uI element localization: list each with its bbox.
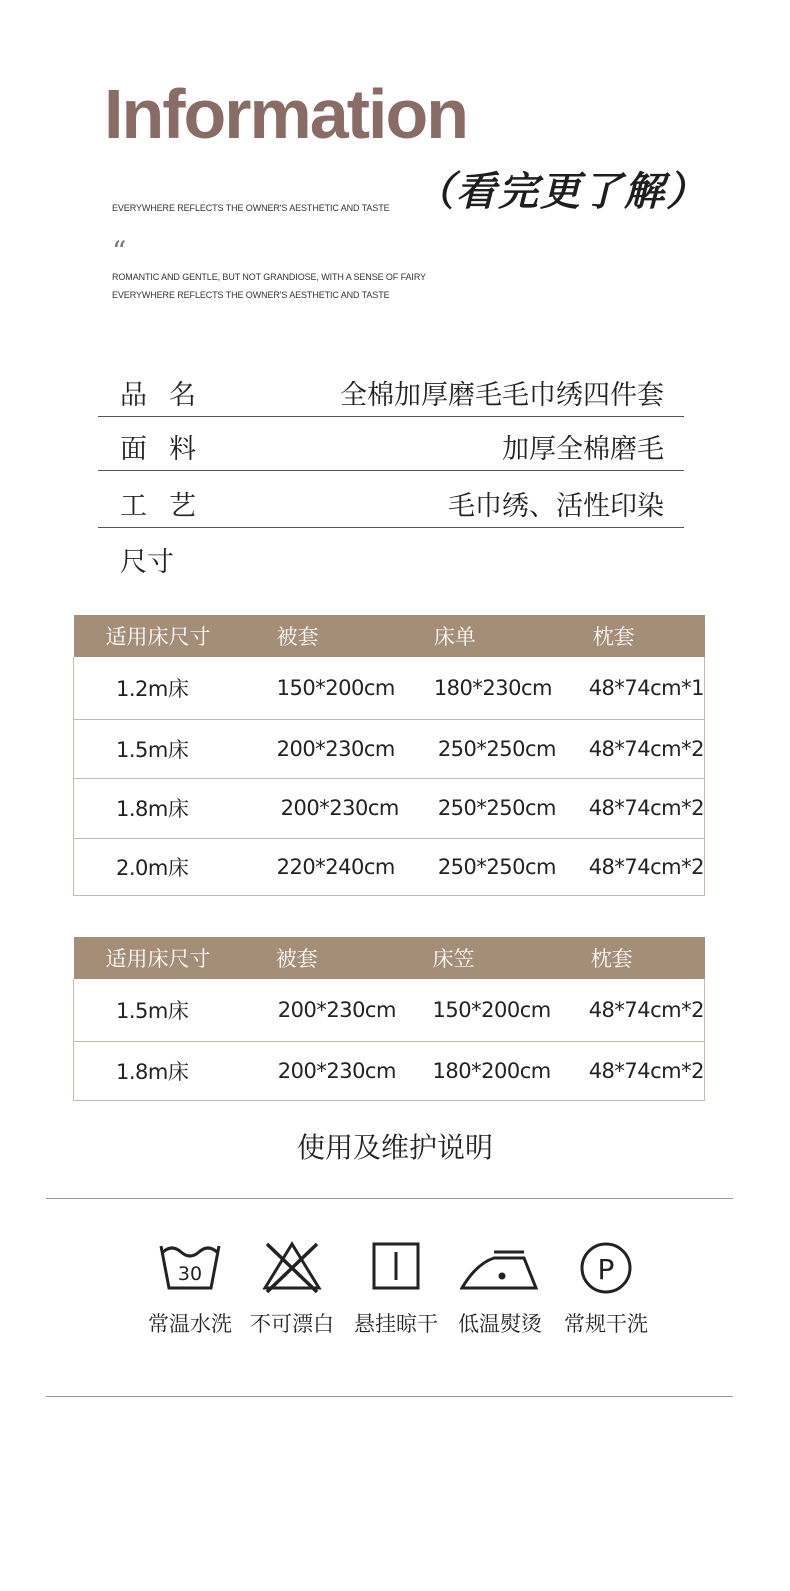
care-label: 低温熨烫 <box>458 1312 542 1336</box>
dry-clean-letter: P <box>597 1253 615 1286</box>
table-header-cell: 枕套 <box>561 937 705 979</box>
table-header-cell: 适用床尺寸 <box>74 937 242 979</box>
table-cell: 48*74cm*2 <box>563 778 705 838</box>
table-cell: 200*230cm <box>243 719 404 778</box>
table-cell: 250*250cm <box>404 778 563 838</box>
chinese-subtitle: （看完更了解） <box>414 169 708 215</box>
spec-value: 加厚全棉磨毛 <box>502 434 664 465</box>
table-header-row <box>74 615 705 657</box>
table-cell: 220*240cm <box>243 838 404 895</box>
divider <box>46 1396 733 1397</box>
table-cell: 48*74cm*2 <box>561 979 705 1041</box>
care-item-low-iron <box>448 1238 552 1338</box>
care-label: 悬挂晾干 <box>354 1312 438 1336</box>
size-table-flat-sheet <box>73 615 705 896</box>
spec-value: 全棉加厚磨毛毛巾绣四件套 <box>340 380 664 411</box>
table-header-cell: 床单 <box>404 615 563 657</box>
table-row <box>74 1041 705 1100</box>
table-cell: 200*230cm <box>242 1041 403 1100</box>
wash-30-icon <box>157 1238 223 1294</box>
dry-clean-icon <box>573 1238 639 1294</box>
tagline: EVERYWHERE REFLECTS THE OWNER'S AESTHETIC AND TASTE <box>112 203 390 213</box>
table-cell: 180*200cm <box>403 1041 561 1100</box>
spec-row-craft <box>98 471 684 528</box>
care-item-dry-clean <box>554 1238 658 1338</box>
hang-dry-icon <box>363 1238 429 1294</box>
table-row <box>74 778 705 838</box>
quote-line-1: ROMANTIC AND GENTLE, BUT NOT GRANDIOSE, WITH A SENSE OF FAIRY <box>112 272 426 282</box>
care-item-hang-dry <box>344 1238 448 1338</box>
low-iron-icon <box>458 1238 542 1294</box>
quote-mark-icon: “ <box>112 235 127 268</box>
table-header-cell: 适用床尺寸 <box>74 615 243 657</box>
table-cell: 1.2m床 <box>74 657 243 719</box>
table-cell: 1.5m床 <box>74 979 242 1041</box>
table-cell: 48*74cm*2 <box>561 1041 705 1100</box>
table-cell: 150*200cm <box>403 979 561 1041</box>
table-row <box>74 657 705 719</box>
table-header-cell: 床笠 <box>403 937 561 979</box>
table-row <box>74 979 705 1041</box>
table-cell: 1.8m床 <box>74 778 243 838</box>
table-cell: 200*230cm <box>242 979 403 1041</box>
table-cell: 48*74cm*2 <box>563 838 705 895</box>
table-cell: 250*250cm <box>404 719 563 778</box>
table-header-cell: 被套 <box>242 937 403 979</box>
spec-label: 品名 <box>120 380 218 411</box>
care-title: 使用及维护说明 <box>296 1131 493 1164</box>
size-table-fitted-sheet <box>73 937 705 1101</box>
spec-row-fabric <box>98 414 684 471</box>
table-header-row <box>74 937 705 979</box>
table-cell: 1.5m床 <box>74 719 243 778</box>
size-heading: 尺寸 <box>120 547 174 578</box>
table-header-cell: 枕套 <box>563 615 705 657</box>
table-header-cell: 被套 <box>243 615 404 657</box>
table-cell: 2.0m床 <box>74 838 243 895</box>
spec-label: 工艺 <box>120 491 218 522</box>
table-cell: 1.8m床 <box>74 1041 242 1100</box>
care-label: 不可漂白 <box>250 1312 334 1336</box>
table-row <box>74 838 705 895</box>
care-label: 常温水洗 <box>148 1312 232 1336</box>
table-cell: 48*74cm*1 <box>563 657 705 719</box>
spec-value: 毛巾绣、活性印染 <box>448 491 664 522</box>
spec-label: 面料 <box>120 434 218 465</box>
wash-temperature: 30 <box>177 1263 203 1285</box>
table-cell: 200*230cm <box>243 778 404 838</box>
no-bleach-icon <box>259 1238 325 1294</box>
spec-row-name <box>98 360 684 417</box>
table-cell: 150*200cm <box>243 657 404 719</box>
page-title: Information <box>104 75 467 153</box>
care-item-no-bleach <box>240 1238 344 1338</box>
care-label: 常规干洗 <box>564 1312 648 1336</box>
table-row <box>74 719 705 778</box>
care-item-wash <box>138 1238 242 1338</box>
table-cell: 48*74cm*2 <box>563 719 705 778</box>
table-cell: 180*230cm <box>404 657 563 719</box>
table-cell: 250*250cm <box>404 838 563 895</box>
divider <box>46 1198 733 1199</box>
quote-line-2: EVERYWHERE REFLECTS THE OWNER'S AESTHETIC AND TASTE <box>112 290 390 300</box>
